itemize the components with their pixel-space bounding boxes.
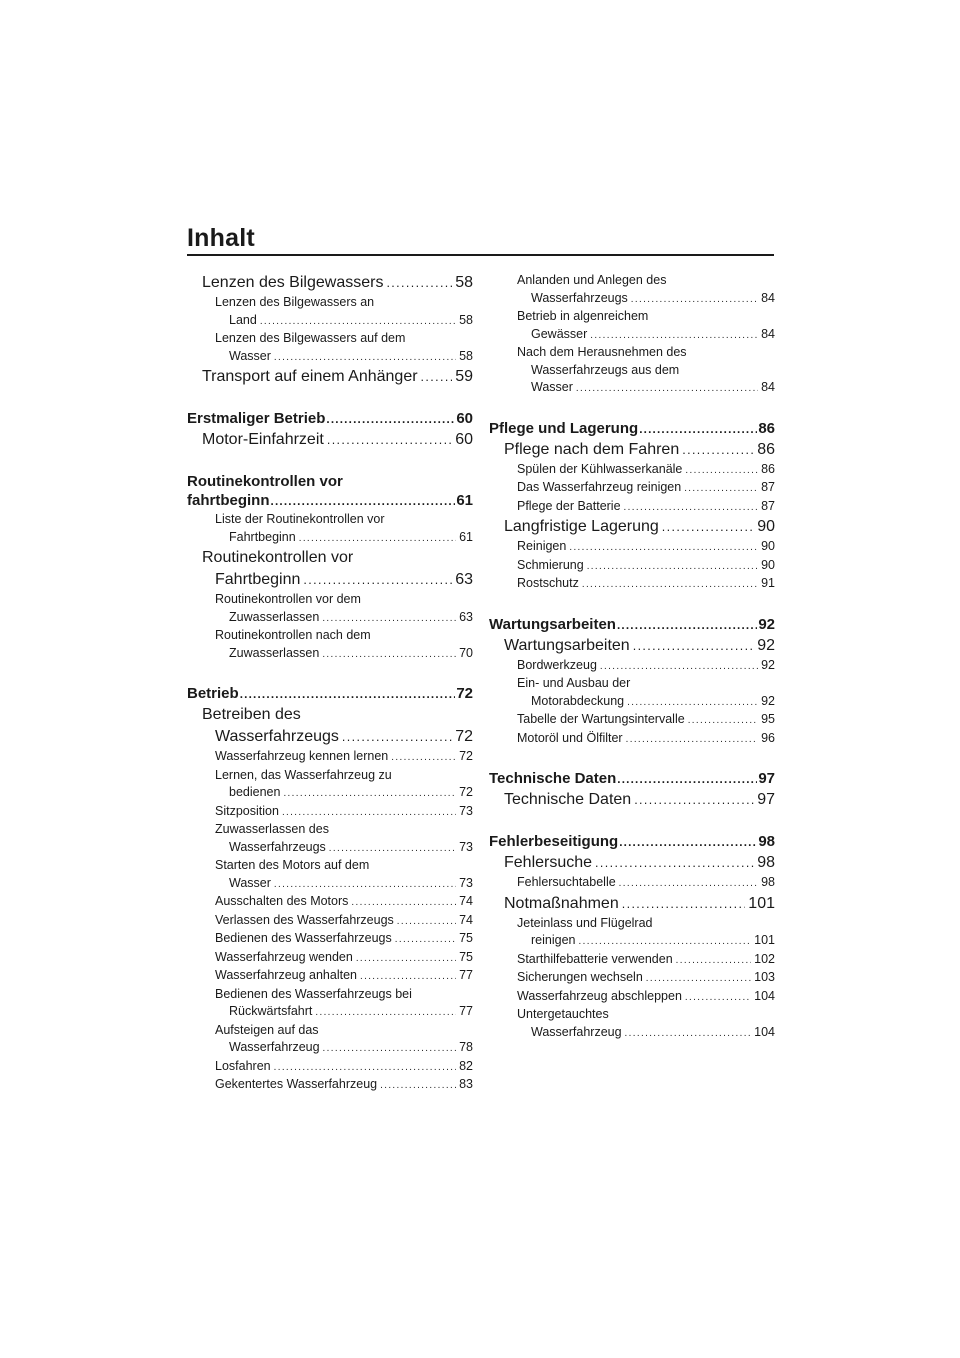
toc-entry[interactable] [489, 557, 775, 576]
toc-entry[interactable] [187, 511, 473, 547]
toc-entry-title: Fehlersuchtabelle [517, 875, 616, 889]
toc-entry-title: Wasser [229, 348, 271, 363]
toc-page-number: 98 [757, 854, 775, 871]
dot-leader [688, 712, 758, 730]
dot-leader [342, 726, 452, 748]
dot-leader [397, 913, 456, 931]
toc-entry[interactable] [187, 684, 473, 704]
dot-leader [662, 516, 754, 538]
toc-entry-title: Anlanden und Anlegen des [517, 273, 667, 287]
toc-entry[interactable] [489, 615, 775, 635]
toc-page-number: 74 [459, 912, 473, 927]
dot-leader [351, 894, 456, 912]
dot-leader [639, 420, 757, 439]
dot-leader [619, 833, 757, 852]
toc-entry[interactable] [187, 930, 473, 949]
toc-entry[interactable] [489, 479, 775, 498]
toc-entry[interactable] [489, 988, 775, 1007]
dot-leader [315, 1004, 456, 1022]
dot-leader [633, 635, 755, 657]
toc-entry-title: Wasser [229, 875, 271, 890]
toc-entry-title: Fahrtbeginn [215, 571, 301, 588]
toc-page-number: 72 [459, 749, 473, 763]
dot-leader [240, 685, 456, 704]
dot-leader [282, 804, 456, 822]
toc-entry-title: Motor-Einfahrzeit [202, 431, 324, 448]
toc-entry-title: Wartungsarbeiten [504, 636, 630, 654]
toc-entry[interactable] [187, 821, 473, 857]
toc-page-number: 73 [459, 875, 473, 890]
toc-page-number: 101 [754, 933, 775, 947]
toc-entry[interactable] [187, 330, 473, 366]
toc-page-number: 73 [459, 839, 473, 854]
toc-page-number: 96 [761, 730, 775, 745]
toc-entry[interactable] [187, 547, 473, 591]
toc-entry[interactable] [489, 419, 775, 439]
toc-entry[interactable] [489, 516, 775, 538]
toc-entry-title: Gekentertes Wasserfahrzeug [215, 1077, 378, 1091]
toc-entry-title: Sicherungen wechseln [517, 970, 643, 984]
toc-entry[interactable] [489, 730, 775, 749]
toc-entry-title: Wasserfahrzeug [531, 1024, 622, 1039]
toc-entry-title: Wasserfahrzeugs [531, 290, 628, 305]
dot-leader [617, 770, 757, 789]
toc-entry-title: Land [229, 312, 257, 327]
toc-entry-title: Wasserfahrzeugs aus dem [531, 362, 680, 377]
toc-page-number: 87 [761, 498, 775, 513]
toc-entry-title: Jeteinlass und Flügelrad [517, 915, 653, 930]
toc-page-number: 61 [456, 492, 473, 509]
dot-leader [627, 694, 758, 712]
toc-entry-title: Routinekontrollen vor [187, 473, 343, 490]
toc-entry-title: Wasserfahrzeug abschleppen [517, 988, 682, 1003]
toc-entry-title: Pflege und Lagerung [489, 419, 639, 437]
toc-entry[interactable] [187, 1076, 473, 1095]
toc-entry[interactable] [187, 472, 473, 511]
toc-entry-title: bedienen [229, 785, 281, 799]
toc-entry-title: Rückwärtsfahrt [229, 1004, 313, 1018]
dot-leader [386, 272, 452, 294]
dot-leader [682, 439, 754, 461]
toc-entry-title: Schmierung [517, 557, 584, 572]
toc-page-number: 63 [455, 571, 473, 588]
toc-entry[interactable] [489, 969, 775, 988]
dot-leader [322, 610, 456, 628]
toc-entry[interactable] [187, 1022, 473, 1058]
toc-entry-title: Rostschutz [517, 576, 579, 590]
toc-entry-title: Sitzposition [215, 803, 279, 818]
toc-page-number: 90 [761, 557, 775, 572]
toc-entry-title: Zuwasserlassen [229, 645, 320, 660]
toc-entry[interactable] [187, 1058, 473, 1077]
toc-page-number: 92 [761, 657, 775, 672]
toc-entry-title: Reinigen [517, 539, 567, 553]
toc-page-number: 77 [459, 968, 473, 982]
dot-leader [622, 893, 746, 915]
dot-leader [578, 933, 751, 951]
toc-entry-title: Langfristige Lagerung [504, 518, 659, 535]
toc-entry[interactable] [489, 874, 775, 893]
dot-leader [395, 931, 456, 949]
toc-page-number: 84 [761, 290, 775, 305]
toc-page-number: 59 [455, 368, 473, 385]
toc-entry-title: Das Wasserfahrzeug reinigen [517, 480, 682, 494]
dot-leader [684, 480, 758, 498]
toc-entry[interactable] [489, 461, 775, 480]
toc-entry-title: Starthilfebatterie verwenden [517, 951, 673, 966]
toc-entry[interactable] [187, 986, 473, 1022]
toc-entry[interactable] [489, 538, 775, 557]
toc-column-left [187, 272, 473, 1095]
toc-page-number: 102 [754, 951, 775, 966]
toc-entry-title: Spülen der Kühlwasserkanäle [517, 461, 683, 476]
toc-entry-title: Fahrtbeginn [229, 529, 296, 544]
toc-entry-title: Lenzen des Bilgewassers [202, 274, 384, 291]
dot-leader [600, 658, 758, 676]
toc-entry[interactable] [489, 769, 775, 789]
toc-page-number: 78 [459, 1040, 473, 1054]
toc-page-number: 104 [754, 1024, 775, 1039]
toc-page-number: 70 [459, 645, 473, 660]
toc-entry-title: Zuwasserlassen [229, 609, 320, 624]
toc-entry-title: Betrieb in algenreichem [517, 309, 649, 323]
toc-entry-title: Bordwerkzeug [517, 657, 597, 672]
toc-entry-title: Lenzen des Bilgewassers an [215, 295, 375, 309]
toc-page-number: 75 [459, 949, 473, 964]
toc-entry-title: Wasserfahrzeug [229, 1040, 320, 1054]
dot-leader [322, 646, 456, 664]
toc-page-number: 97 [758, 770, 775, 787]
toc-page-number: 63 [459, 609, 473, 624]
toc-page-number: 90 [761, 539, 775, 553]
toc-entry-title: reinigen [531, 933, 576, 947]
toc-entry[interactable] [489, 789, 775, 811]
toc-entry-title: Motorabdeckung [531, 693, 625, 708]
toc-entry-title: Motoröl und Ölfilter [517, 730, 623, 745]
dot-leader [587, 558, 758, 576]
toc-entry-title: Fehlerbeseitigung [489, 833, 619, 850]
toc-entry-title: Nach dem Herausnehmen des [517, 345, 687, 359]
toc-entry-title: Wasserfahrzeug wenden [215, 949, 353, 964]
toc-entry-title: Lernen, das Wasserfahrzeug zu [215, 767, 392, 782]
dot-leader [356, 950, 456, 968]
toc-page-number: 86 [757, 440, 775, 458]
dot-leader [685, 989, 751, 1007]
toc-entry[interactable] [187, 591, 473, 627]
dot-leader [421, 366, 453, 388]
toc-entry-title: Technische Daten [504, 791, 632, 808]
toc-entry-title: Routinekontrollen nach dem [215, 628, 371, 642]
toc-entry-title: Zuwasserlassen des [215, 822, 329, 836]
toc-page-number: 84 [761, 380, 775, 394]
toc-entry-title: Wartungsarbeiten [489, 615, 616, 633]
toc-page-number: 90 [757, 518, 775, 535]
toc-entry[interactable] [187, 294, 473, 330]
toc-page-number: 82 [459, 1058, 473, 1073]
dot-leader [582, 576, 758, 594]
toc-entry-title: Erstmaliger Betrieb [187, 410, 326, 427]
title-rule [187, 254, 774, 256]
toc-entry-title: Wasserfahrzeug anhalten [215, 968, 357, 982]
toc-page-number: 84 [761, 326, 775, 341]
toc-entry-title: Gewässer [531, 326, 588, 341]
toc-page-number: 58 [459, 312, 473, 327]
toc-entry[interactable] [187, 366, 473, 388]
toc-entry[interactable] [489, 675, 775, 711]
toc-page-number: 61 [459, 529, 473, 544]
dot-leader [619, 875, 758, 893]
dot-leader [646, 970, 751, 988]
toc-entry[interactable] [187, 803, 473, 822]
dot-leader [625, 1025, 752, 1043]
toc-entry[interactable] [489, 1006, 775, 1042]
toc-entry-title: Bedienen des Wasserfahrzeugs bei [215, 986, 412, 1001]
toc-page-number: 91 [761, 576, 775, 590]
dot-leader [576, 380, 758, 398]
toc-entry[interactable] [187, 967, 473, 986]
dot-leader [624, 499, 759, 517]
toc-entry-title: Routinekontrollen vor dem [215, 592, 361, 606]
toc-entry[interactable] [489, 832, 775, 852]
toc-page-number: 60 [455, 431, 473, 448]
toc-entry[interactable] [489, 439, 775, 461]
dot-leader [391, 749, 456, 767]
toc-page-number: 98 [761, 875, 775, 889]
dot-leader [631, 291, 758, 309]
toc-entry-title: Transport auf einem Anhänger [202, 368, 418, 385]
dot-leader [271, 492, 456, 511]
toc-entry-title: Betreiben des [202, 706, 301, 723]
toc-entry-title: Notmaßnahmen [504, 894, 619, 912]
toc-column-right [489, 272, 775, 1042]
toc-entry[interactable] [187, 767, 473, 803]
toc-page-number: 92 [758, 615, 775, 633]
toc-entry[interactable] [489, 951, 775, 970]
toc-page-number: 58 [455, 274, 473, 291]
toc-entry-title: Lenzen des Bilgewassers auf dem [215, 331, 406, 345]
toc-entry[interactable] [489, 893, 775, 915]
toc-entry[interactable] [489, 308, 775, 344]
dot-leader [617, 616, 757, 635]
toc-page-number: 83 [459, 1077, 473, 1091]
dot-leader [260, 313, 456, 331]
toc-entry-title: Starten des Motors auf dem [215, 858, 370, 872]
toc-entry[interactable] [187, 627, 473, 663]
toc-entry-title: Verlassen des Wasserfahrzeugs [215, 912, 394, 927]
toc-entry[interactable] [187, 857, 473, 893]
toc-entry[interactable] [187, 704, 473, 748]
toc-entry[interactable] [489, 852, 775, 874]
toc-entry-title: Wasserfahrzeug kennen lernen [215, 749, 389, 763]
dot-leader [676, 952, 751, 970]
page-title: Inhalt [187, 224, 255, 252]
toc-page-number: 75 [459, 931, 473, 945]
toc-page-number: 77 [459, 1004, 473, 1018]
dot-leader [303, 569, 452, 591]
toc-entry[interactable] [187, 748, 473, 767]
dot-leader [360, 968, 456, 986]
dot-leader [274, 349, 456, 367]
toc-entry[interactable] [187, 912, 473, 931]
toc-entry[interactable] [489, 498, 775, 517]
dot-leader [326, 410, 455, 429]
toc-entry-title: Tabelle der Wartungsintervalle [517, 712, 685, 726]
toc-entry[interactable] [187, 893, 473, 912]
toc-page-number: 73 [459, 803, 473, 818]
toc-entry-title: Liste der Routinekontrollen vor [215, 512, 385, 526]
toc-entry-title: Pflege nach dem Fahren [504, 440, 680, 458]
toc-entry[interactable] [489, 575, 775, 594]
toc-entry[interactable] [187, 429, 473, 451]
toc-page-number: 104 [754, 988, 775, 1003]
dot-leader [299, 530, 456, 548]
dot-leader [329, 840, 456, 858]
dot-leader [685, 462, 758, 480]
dot-leader [595, 852, 754, 874]
toc-entry-title: Fehlersuche [504, 854, 593, 871]
toc-page-number: 98 [758, 833, 775, 850]
toc-page-number: 74 [459, 894, 473, 908]
toc-page-number: 72 [456, 685, 473, 702]
toc-entry-title: Pflege der Batterie [517, 498, 621, 513]
toc-page-number: 101 [748, 894, 775, 912]
toc-entry-title: Technische Daten [489, 770, 617, 787]
toc-page-number: 92 [761, 693, 775, 708]
toc-entry[interactable] [489, 711, 775, 730]
dot-leader [327, 429, 452, 451]
toc-entry-title: Wasserfahrzeugs [229, 839, 326, 854]
toc-entry-title: Ausschalten des Motors [215, 894, 349, 908]
toc-page-number: 58 [459, 348, 473, 363]
toc-entry[interactable] [187, 272, 473, 294]
dot-leader [626, 731, 758, 749]
toc-page-number: 92 [757, 636, 775, 654]
toc-page-number: 72 [459, 785, 473, 799]
toc-page-number: 86 [758, 419, 775, 437]
toc-entry-title: Untergetauchtes [517, 1007, 609, 1021]
toc-entry[interactable] [187, 949, 473, 968]
toc-entry-title: Betrieb [187, 685, 239, 702]
dot-leader [283, 785, 456, 803]
toc-page-number: 97 [757, 791, 775, 808]
toc-entry[interactable] [489, 657, 775, 676]
dot-leader [590, 327, 758, 345]
toc-entry[interactable] [489, 272, 775, 308]
toc-page-number: 60 [456, 410, 473, 427]
toc-entry[interactable] [489, 915, 775, 951]
toc-entry-title: Ein- und Ausbau der [517, 676, 631, 690]
toc-entry-title: Wasser [531, 380, 573, 394]
toc-entry-title: Losfahren [215, 1058, 271, 1073]
toc-entry[interactable] [489, 635, 775, 657]
toc-page-number: 86 [761, 461, 775, 476]
toc-page-number: 95 [761, 712, 775, 726]
toc-entry[interactable] [489, 344, 775, 398]
dot-leader [274, 1059, 456, 1077]
toc-entry-title: Bedienen des Wasserfahrzeugs [215, 931, 392, 945]
dot-leader [323, 1040, 457, 1058]
dot-leader [380, 1077, 456, 1095]
toc-entry-title: Wasserfahrzeugs [215, 728, 339, 745]
toc-page-number: 87 [761, 480, 775, 494]
toc-page-number: 103 [754, 970, 775, 984]
dot-leader [569, 539, 758, 557]
toc-entry-title: Aufsteigen auf das [215, 1022, 319, 1037]
dot-leader [634, 789, 754, 811]
toc-entry-title: Routinekontrollen vor [202, 549, 354, 566]
dot-leader [274, 876, 456, 894]
toc-page-number: 72 [455, 728, 473, 745]
toc-entry[interactable] [187, 409, 473, 429]
toc-entry-title: fahrtbeginn [187, 492, 270, 509]
